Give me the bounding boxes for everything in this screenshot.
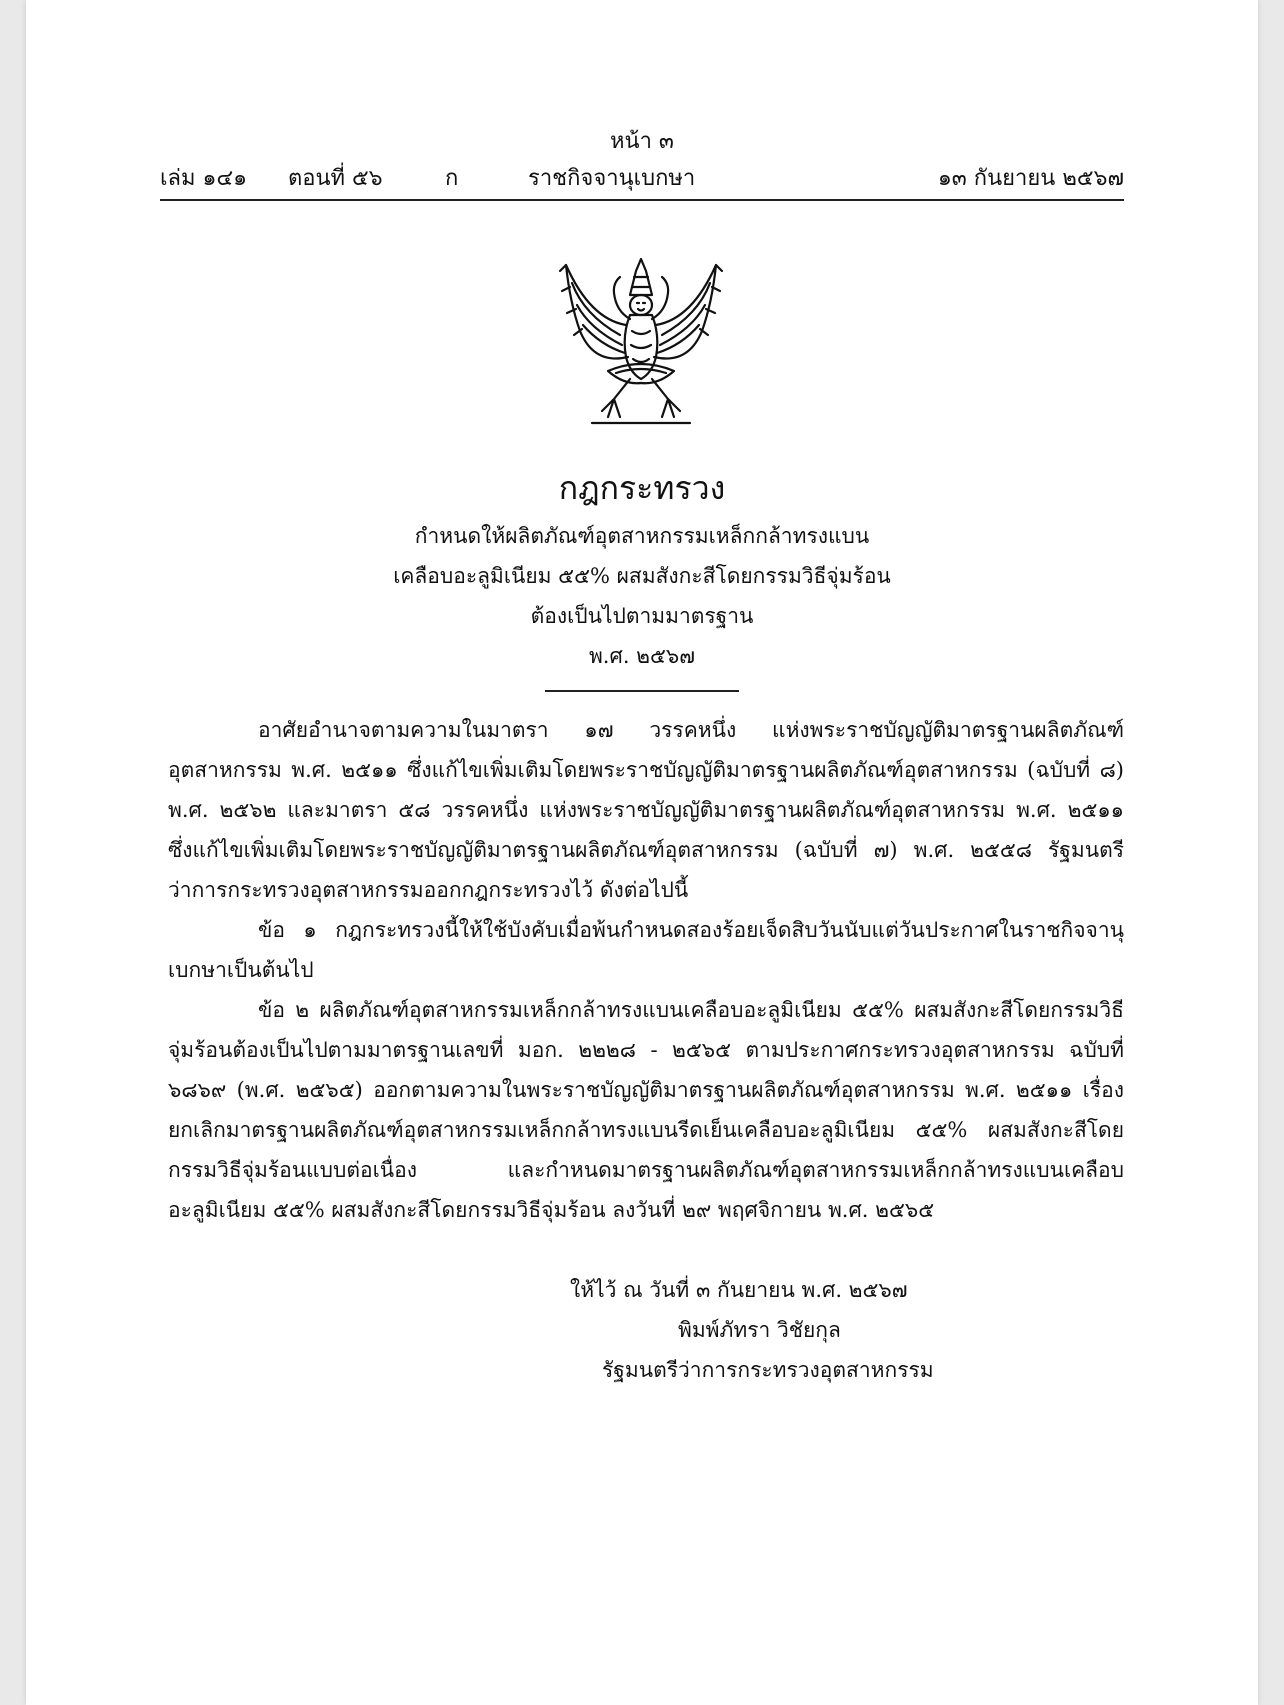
document-subtitle-line3: ต้องเป็นไปตามมาตรฐาน (530, 604, 754, 628)
document-page (26, 0, 1258, 1705)
issue-number: ตอนที่ ๕๖ (288, 166, 383, 191)
garuda-emblem-icon (550, 253, 732, 431)
signature-date: ให้ไว้ ณ วันที่ ๓ กันยายน พ.ศ. ๒๕๖๗ (570, 1278, 908, 1302)
preamble-paragraph: อาศัยอำนาจตามความในมาตรา ๑๗ วรรคหนึ่ง แห่งพระราชบัญญัติมาตรฐานผลิตภัณฑ์อุตสาหกรรม พ.ศ. ๒๕๑๑ ซึ่งแก้ไขเพิ่มเติมโดยพระราชบัญญัติมาตรฐานผลิตภัณฑ์อุตสาหกรรม (ฉบับที่ ๘) พ.ศ. ๒๕๖๒ และมาตรา ๕๘ วรรคหนึ่ง แห่งพระราชบัญญัติมาตรฐานผลิตภัณฑ์อุตสาหกรรม พ.ศ. ๒๕๑๑ ซึ่งแก้ไขเพิ่มเติมโดยพระราชบัญญัติมาตรฐานผลิตภัณฑ์อุตสาหกรรม (ฉบับที่ ๗) พ.ศ. ๒๕๕๘ รัฐมนตรีว่าการกระทรวงอุตสาหกรรมออกกฎกระทรวงไว้ ดังต่อไปนี้ (168, 718, 1124, 902)
signatory-position: รัฐมนตรีว่าการกระทรวงอุตสาหกรรม (602, 1358, 934, 1382)
section-letter: ก (445, 166, 459, 191)
clause-1-paragraph: ข้อ ๑ กฎกระทรวงนี้ให้ใช้บังคับเมื่อพ้นกำหนดสองร้อยเจ็ดสิบวันนับแต่วันประกาศในราชกิจจานุเบกษาเป็นต้นไป (168, 918, 1124, 982)
document-subtitle-line2: เคลือบอะลูมิเนียม ๕๕% ผสมสังกะสีโดยกรรมวิธีจุ่มร้อน (393, 564, 891, 588)
document-body (168, 710, 1124, 1230)
publication-date: ๑๓ กันยายน ๒๕๖๗ (937, 166, 1124, 191)
page-number: หน้า ๓ (610, 129, 674, 154)
document-year: พ.ศ. ๒๕๖๗ (588, 644, 696, 668)
signature-block (522, 1270, 1042, 1390)
document-title: กฎกระทรวง (558, 469, 726, 507)
volume-number: เล่ม ๑๔๑ (160, 166, 248, 191)
document-subtitle-line1: กำหนดให้ผลิตภัณฑ์อุตสาหกรรมเหล็กกล้าทรงแบน (414, 524, 870, 548)
title-divider (545, 690, 739, 692)
gazette-header (160, 163, 1124, 201)
signatory-name: พิมพ์ภัทรา วิชัยกุล (678, 1318, 841, 1342)
document-title-block (26, 466, 1258, 692)
clause-2-paragraph: ข้อ ๒ ผลิตภัณฑ์อุตสาหกรรมเหล็กกล้าทรงแบนเคลือบอะลูมิเนียม ๕๕% ผสมสังกะสีโดยกรรมวิธีจุ่มร้อนต้องเป็นไปตามมาตรฐานเลขที่ มอก. ๒๒๒๘ - ๒๕๖๕ ตามประกาศกระทรวงอุตสาหกรรม ฉบับที่ ๖๘๖๙ (พ.ศ. ๒๕๖๕) ออกตามความในพระราชบัญญัติมาตรฐานผลิตภัณฑ์อุตสาหกรรม พ.ศ. ๒๕๑๑ เรื่อง ยกเลิกมาตรฐานผลิตภัณฑ์อุตสาหกรรมเหล็กกล้าทรงแบนรีดเย็นเคลือบอะลูมิเนียม ๕๕% ผสมสังกะสีโดยกรรมวิธีจุ่มร้อนแบบต่อเนื่อง และกำหนดมาตรฐานผลิตภัณฑ์อุตสาหกรรมเหล็กกล้าทรงแบนเคลือบอะลูมิเนียม ๕๕% ผสมสังกะสีโดยกรรมวิธีจุ่มร้อน ลงวันที่ ๒๙ พฤศจิกายน พ.ศ. ๒๕๖๕ (168, 998, 1124, 1222)
publication-name: ราชกิจจานุเบกษา (528, 166, 696, 191)
